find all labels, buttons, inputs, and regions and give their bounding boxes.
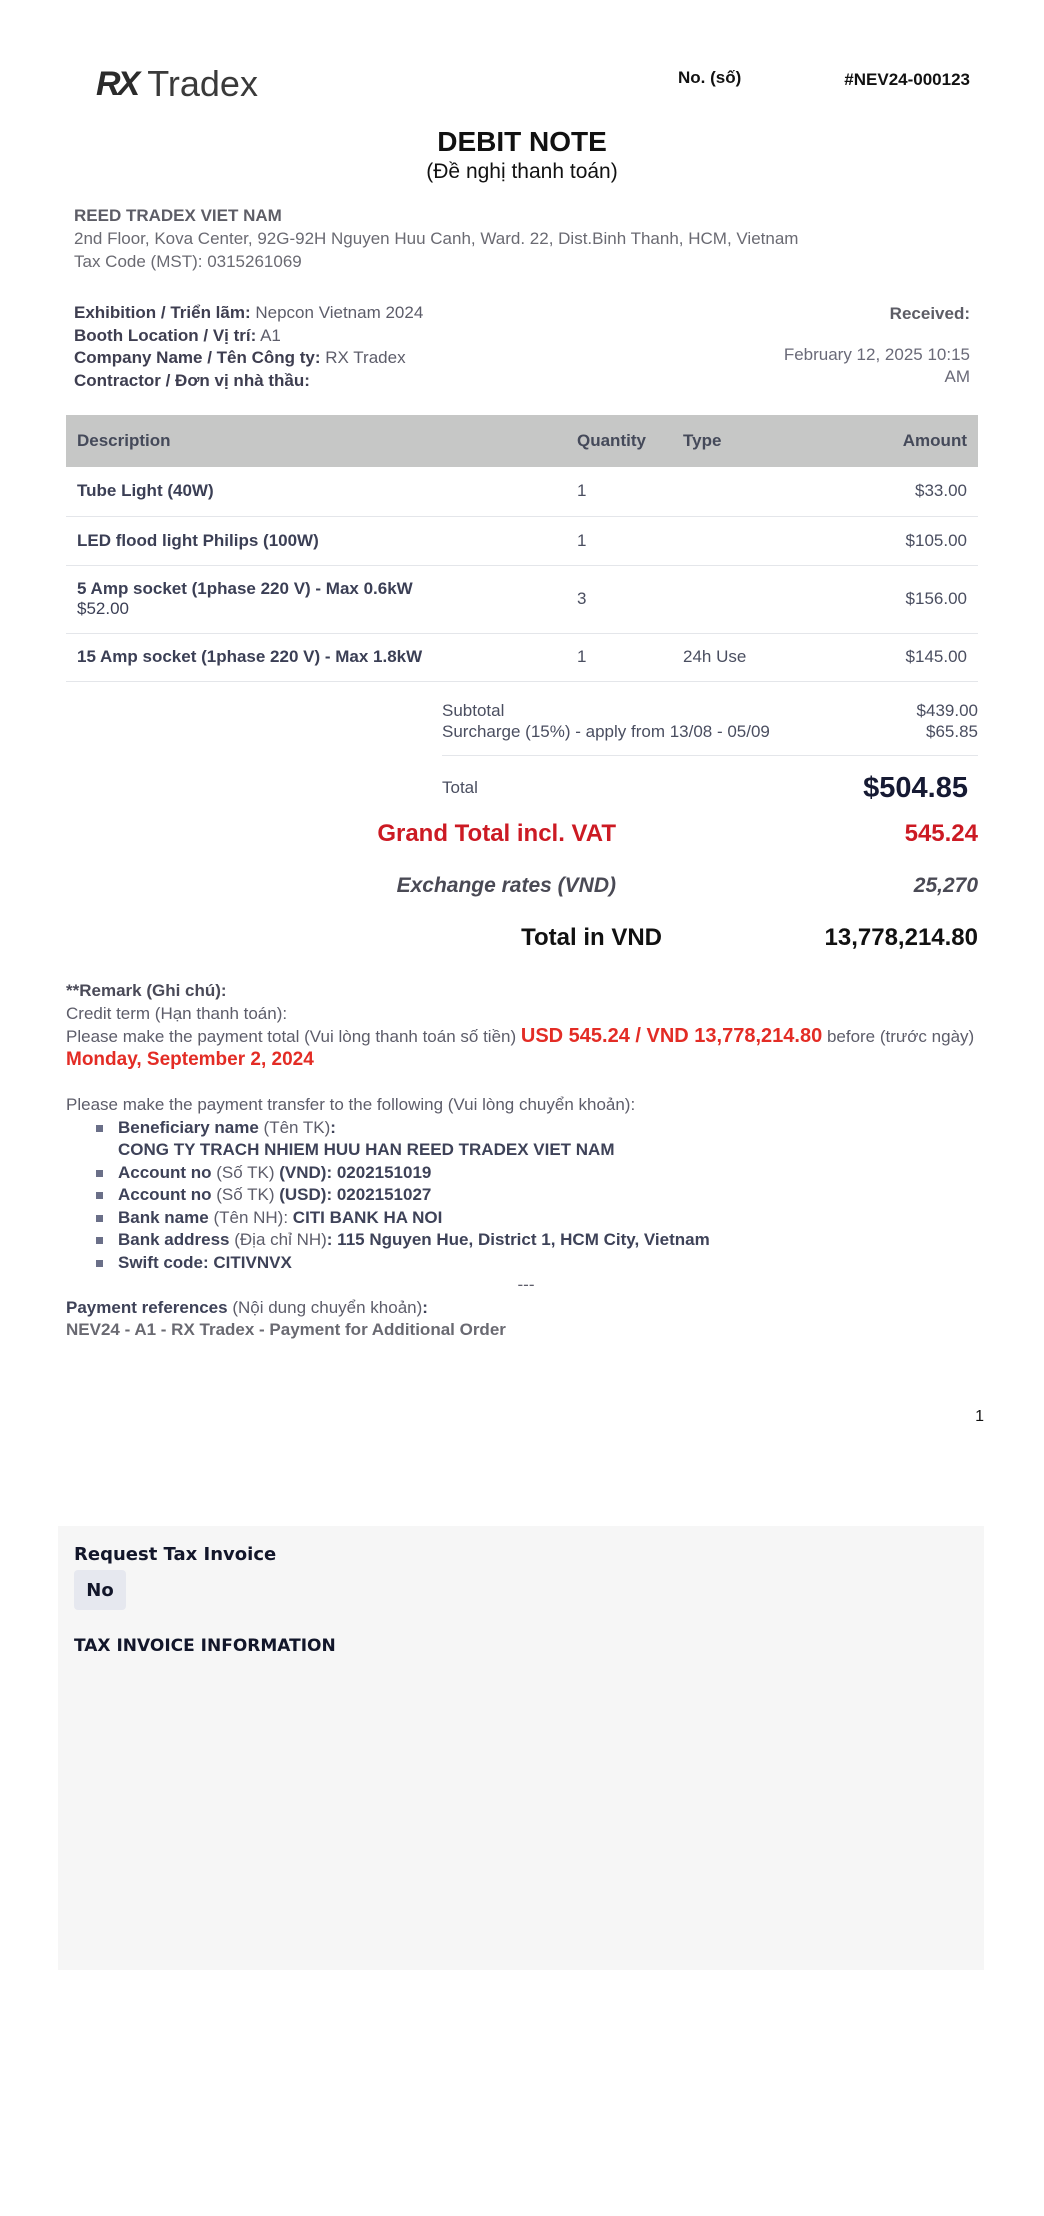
document-header [0,0,1044,120]
remark-section [66,980,986,1342]
booth-value: A1 [260,325,281,345]
table-row [66,516,978,565]
account-vnd-value: (VND): 0202151019 [279,1162,432,1182]
account-usd-value: (USD): 0202151027 [279,1185,432,1204]
company-name-label: Company Name / Tên Công ty: [74,348,321,367]
total-value: $504.85 [863,771,968,804]
total-vnd-label: Total in VND [521,924,662,951]
account-usd-vi: (Số TK) [216,1185,275,1204]
bank-name-value: CITI BANK HA NOI [292,1207,443,1227]
grand-total-label: Grand Total incl. VAT [377,820,616,847]
row-type [672,565,822,633]
grand-total-row [0,820,1044,852]
received-block [770,304,970,388]
table-row [66,633,978,681]
account-usd-label: Account no [118,1185,212,1204]
subtotals-block [442,700,978,756]
logo-text: Tradex [147,63,258,104]
request-tax-invoice-value[interactable]: No [74,1570,126,1610]
bank-address-value: : 115 Nguyen Hue, District 1, HCM City, Vietnam [326,1230,710,1249]
items-table [66,415,978,682]
bank-list [96,1117,986,1275]
row-description-cell [66,565,566,633]
beneficiary-value: CONG TY TRACH NHIEM HUU HAN REED TRADEX VIET NAM [118,1140,615,1159]
tax-invoice-info-heading: TAX INVOICE INFORMATION [74,1636,336,1656]
row-type [672,467,822,516]
payment-ref-label: Payment references [66,1297,228,1317]
payment-prefix: Please make the payment total (Vui lòng thanh toán số tiền) [66,1027,517,1046]
row-amount: $156.00 [822,565,978,633]
payment-instruction [66,1025,986,1071]
row-type [672,516,822,565]
page-title: DEBIT NOTE [437,126,607,157]
document-number-label: No. (số) [678,68,742,87]
company-name: REED TRADEX VIET NAM [74,206,282,225]
subtotal-label: Subtotal [442,701,505,720]
grand-total-value: 545.24 [904,820,978,847]
payment-reference [66,1297,986,1342]
payment-amount: USD 545.24 / VND 13,778,214.80 [520,1025,823,1047]
table-header-row [66,415,978,467]
company-block [74,204,798,273]
payment-ref-value: NEV24 - A1 - RX Tradex - Payment for Additional Order [66,1320,506,1339]
contractor-label: Contractor / Đơn vị nhà thầu: [74,370,310,390]
surcharge-value: $65.85 [926,722,978,741]
col-description: Description [66,415,566,467]
swift-code: Swift code: CITIVNVX [118,1252,292,1272]
row-quantity: 1 [566,467,672,516]
page-number: 1 [975,1408,984,1425]
total-row [442,770,978,806]
exchange-rate-row [0,874,1044,904]
row-amount: $33.00 [822,467,978,516]
row-unit-price: $52.00 [77,599,129,618]
list-item [96,1184,986,1207]
received-label: Received: [889,304,970,323]
payment-before: before (trước ngày) [826,1027,975,1046]
bank-address-vi: (Địa chỉ NH) [234,1230,327,1249]
transfer-intro: Please make the payment transfer to the following (Vui lòng chuyển khoản): [66,1095,636,1114]
exchange-rate-label: Exchange rates (VND) [396,874,616,897]
col-amount: Amount [822,415,978,467]
logo-mark: RX [96,64,138,103]
list-item: Beneficiary name (Tên TK): CONG TY TRACH NHIEM HUU HAN REED TRADEX VIET NAM [96,1117,986,1162]
company-address: 2nd Floor, Kova Center, 92G-92H Nguyen Huu Canh, Ward. 22, Dist.Binh Thanh, HCM, Vietnam [74,229,799,248]
row-description: LED flood light Philips (100W) [66,516,566,565]
beneficiary-label: Beneficiary name [118,1117,259,1137]
total-label: Total [442,778,478,797]
table-row [66,565,978,633]
company-name-value: RX Tradex [325,348,406,367]
exchange-rate-value: 25,270 [913,874,978,897]
booth-label: Booth Location / Vị trí: [74,325,257,345]
row-type: 24h Use [672,633,822,681]
rx-tradex-logo [96,64,258,104]
remark-heading: **Remark (Ghi chú): [66,981,227,1000]
event-details [74,302,423,392]
separator: --- [517,1275,535,1294]
payment-ref-colon: : [422,1297,428,1317]
total-vnd-row [0,924,1044,956]
bank-name-label: Bank name [118,1207,209,1227]
row-description: Tube Light (40W) [66,467,566,516]
exhibition-value: Nepcon Vietnam 2024 [255,303,424,322]
row-description: 15 Amp socket (1phase 220 V) - Max 1.8kW [66,633,566,681]
row-quantity: 3 [566,565,672,633]
list-item [96,1229,986,1252]
total-vnd-value: 13,778,214.80 [824,924,978,951]
account-vnd-label: Account no [118,1162,212,1182]
page-subtitle: (Đề nghị thanh toán) [426,160,618,183]
payment-due-date: Monday, September 2, 2024 [66,1048,314,1070]
bank-details [66,1094,986,1342]
subtotal-value: $439.00 [916,701,978,720]
row-quantity: 1 [566,633,672,681]
list-item [96,1207,986,1230]
document-number-value: #NEV24-000123 [844,70,970,89]
account-vnd-vi: (Số TK) [216,1162,275,1182]
exhibition-label: Exhibition / Triển lãm: [74,303,251,322]
subtotal-row [442,700,978,721]
tax-invoice-panel [58,1526,984,1970]
table-row [66,467,978,516]
surcharge-label: Surcharge (15%) - apply from 13/08 - 05/09 [442,722,770,741]
received-datetime: February 12, 2025 10:15 AM [783,345,970,386]
row-description: 5 Amp socket (1phase 220 V) - Max 0.6kW [77,579,413,598]
totals-divider [442,755,978,756]
company-tax-code: Tax Code (MST): 0315261069 [74,252,302,271]
beneficiary-vi: (Tên TK) [263,1117,331,1137]
credit-term: Credit term (Hạn thanh toán): [66,1003,288,1023]
row-amount: $105.00 [822,516,978,565]
bank-address-label: Bank address [118,1230,230,1249]
bank-name-vi: (Tên NH): [213,1207,289,1227]
surcharge-row [442,721,978,742]
row-quantity: 1 [566,516,672,565]
list-item [96,1252,986,1275]
col-quantity: Quantity [566,415,672,467]
row-amount: $145.00 [822,633,978,681]
request-tax-invoice-label: Request Tax Invoice [74,1544,277,1565]
col-type: Type [672,415,822,467]
payment-ref-vi: (Nội dung chuyển khoản) [232,1297,423,1317]
list-item [96,1162,986,1185]
